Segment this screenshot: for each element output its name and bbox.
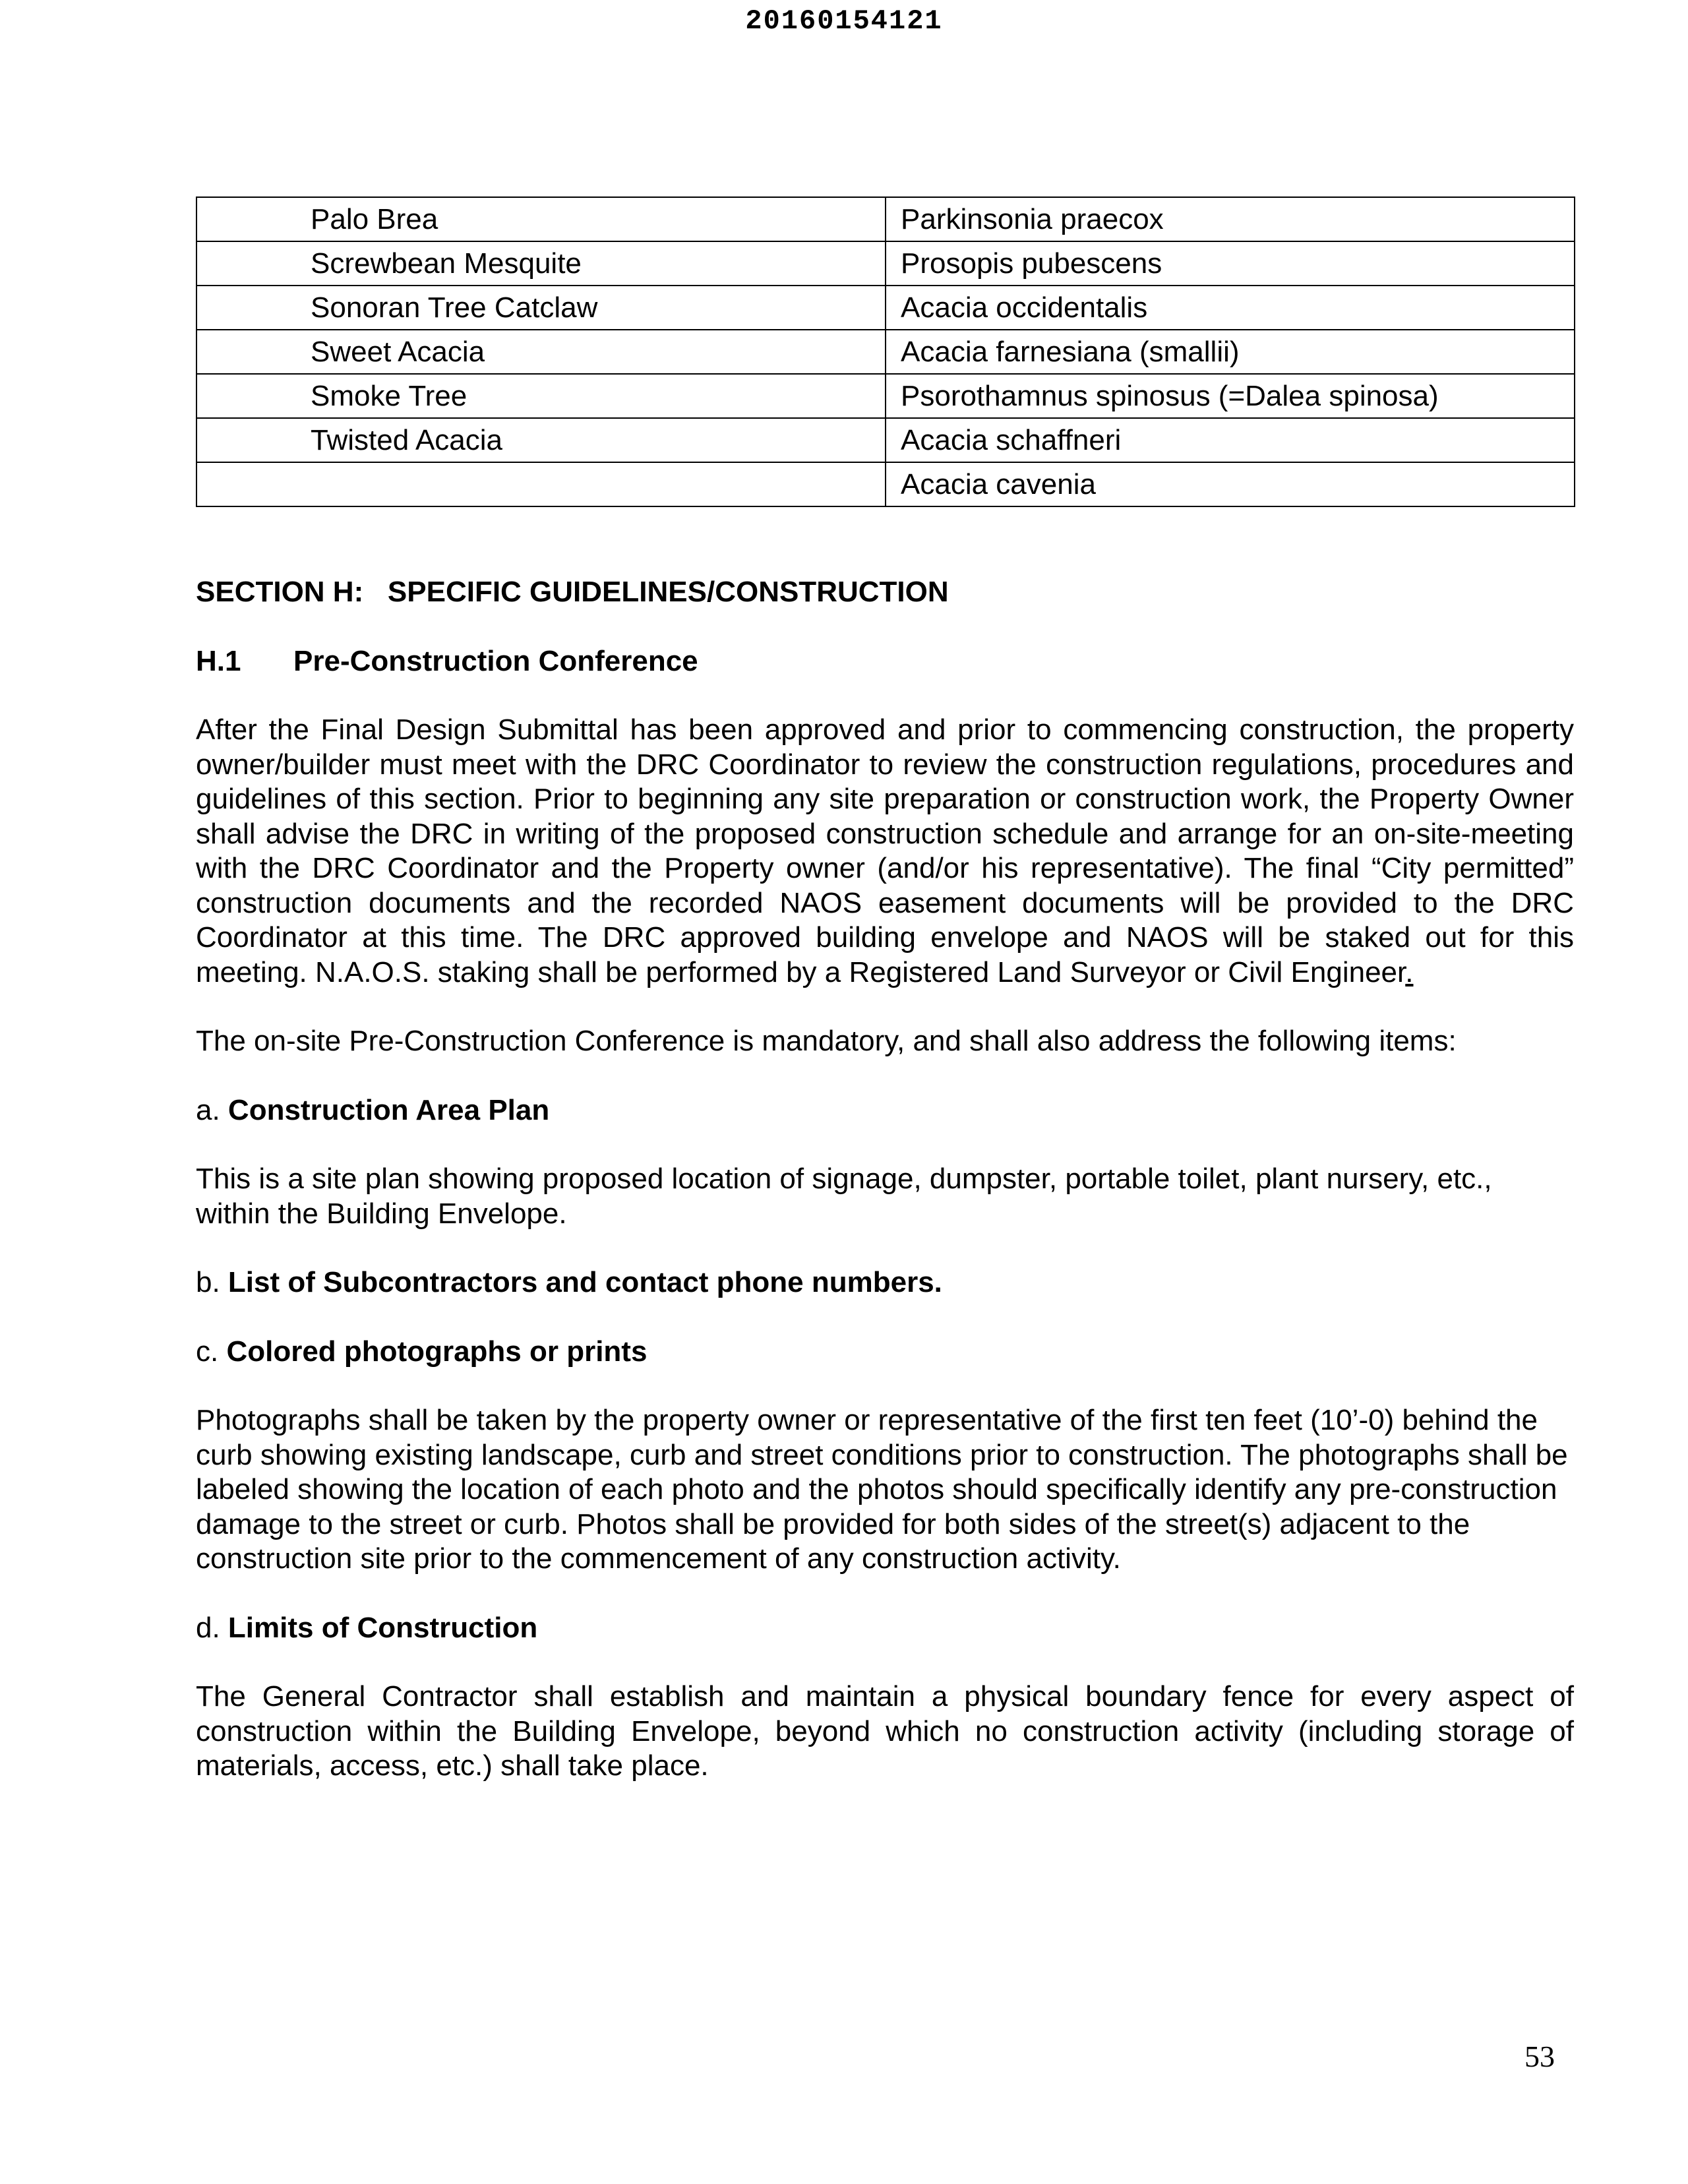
document-number: 20160154121 — [745, 5, 943, 37]
plant-species-table — [196, 197, 1575, 507]
item-prefix: a. — [196, 1093, 228, 1126]
intro-paragraph — [196, 713, 1574, 990]
intro-paragraph-end: . — [1405, 956, 1414, 988]
table-row — [196, 241, 1575, 286]
common-name-cell: Sonoran Tree Catclaw — [196, 286, 886, 330]
item-title: Construction Area Plan — [227, 1093, 550, 1126]
common-name-cell: Palo Brea — [196, 197, 886, 241]
subsection-number: H.1 — [196, 644, 241, 677]
intro-paragraph-text: After the Final Design Submittal has been approved and prior to commencing construction, the property owner/builder must meet with the DRC Coordinator to review the construction regulations, procedures and guidelines of this section. Prior to beginning any site preparation or construction work, the Property Owner shall advise the DRC in writing of the proposed construction schedule and arrange for an on-site-meeting with the DRC Coordinator and the Property owner (and/or his representative). The final “City permitted” construction documents and the recorded NAOS easement documents will be provided to the DRC Coordinator at this time. The DRC approved building envelope and NAOS will be staked out for this meeting. N.A.O.S. staking shall be performed by a Registered Land Surveyor or Civil Engineer — [196, 713, 1574, 988]
item-title: Colored photographs or prints — [226, 1335, 648, 1368]
table-row — [196, 330, 1575, 374]
subsection-heading — [196, 644, 1574, 679]
item-d-heading — [196, 1611, 1574, 1646]
item-d-body: The General Contractor shall establish and maintain a physical boundary fence for every aspect of construction within the Building Envelope, beyond which no construction activity (including storage of materials, access, etc.) shall take place. — [196, 1680, 1574, 1782]
botanical-name-cell: Acacia schaffneri — [886, 418, 1575, 462]
table-row — [196, 286, 1575, 330]
item-b-heading — [196, 1265, 1574, 1300]
botanical-name-cell: Acacia occidentalis — [886, 286, 1575, 330]
table-row — [196, 374, 1575, 418]
section-title: SECTION H: SPECIFIC GUIDELINES/CONSTRUCTION — [196, 576, 949, 608]
item-c-body: Photographs shall be taken by the property owner or representative of the first ten feet (10’-0) behind the curb showing existing landscape, curb and street conditions prior to construction. The photographs shall be labeled showing the location of each photo and the photos should specifically identify any pre-construction damage to the street or curb. Photos shall be provided for both sides of the street(s) adjacent to the construction site prior to the commencement of any construction activity. — [196, 1404, 1568, 1575]
common-name-cell: Twisted Acacia — [196, 418, 886, 462]
table-row — [196, 418, 1575, 462]
subsection-title: Pre-Construction Conference — [293, 644, 698, 677]
section-content — [196, 575, 1574, 1818]
common-name-cell: Screwbean Mesquite — [196, 241, 886, 286]
item-c-heading — [196, 1335, 1574, 1370]
item-a-heading — [196, 1093, 1574, 1128]
item-title: List of Subcontractors and contact phone numbers. — [227, 1266, 942, 1298]
item-prefix: d. — [196, 1611, 228, 1644]
common-name-cell: Sweet Acacia — [196, 330, 886, 374]
item-a-body: This is a site plan showing proposed location of signage, dumpster, portable toilet, plant nursery, etc., within the Building Envelope. — [196, 1163, 1492, 1230]
common-name-cell — [196, 462, 886, 506]
mandatory-paragraph: The on-site Pre-Construction Conference is mandatory, and shall also address the following items: — [196, 1025, 1457, 1057]
botanical-name-cell: Acacia farnesiana (smallii) — [886, 330, 1575, 374]
botanical-name-cell: Acacia cavenia — [886, 462, 1575, 506]
botanical-name-cell: Prosopis pubescens — [886, 241, 1575, 286]
common-name-cell: Smoke Tree — [196, 374, 886, 418]
table-row — [196, 197, 1575, 241]
table-row — [196, 462, 1575, 506]
item-prefix: b. — [196, 1266, 228, 1298]
botanical-name-cell: Psorothamnus spinosus (=Dalea spinosa) — [886, 374, 1575, 418]
page-number: 53 — [1524, 2040, 1555, 2073]
botanical-name-cell: Parkinsonia praecox — [886, 197, 1575, 241]
item-prefix: c. — [196, 1335, 227, 1368]
item-title: Limits of Construction — [227, 1611, 538, 1644]
